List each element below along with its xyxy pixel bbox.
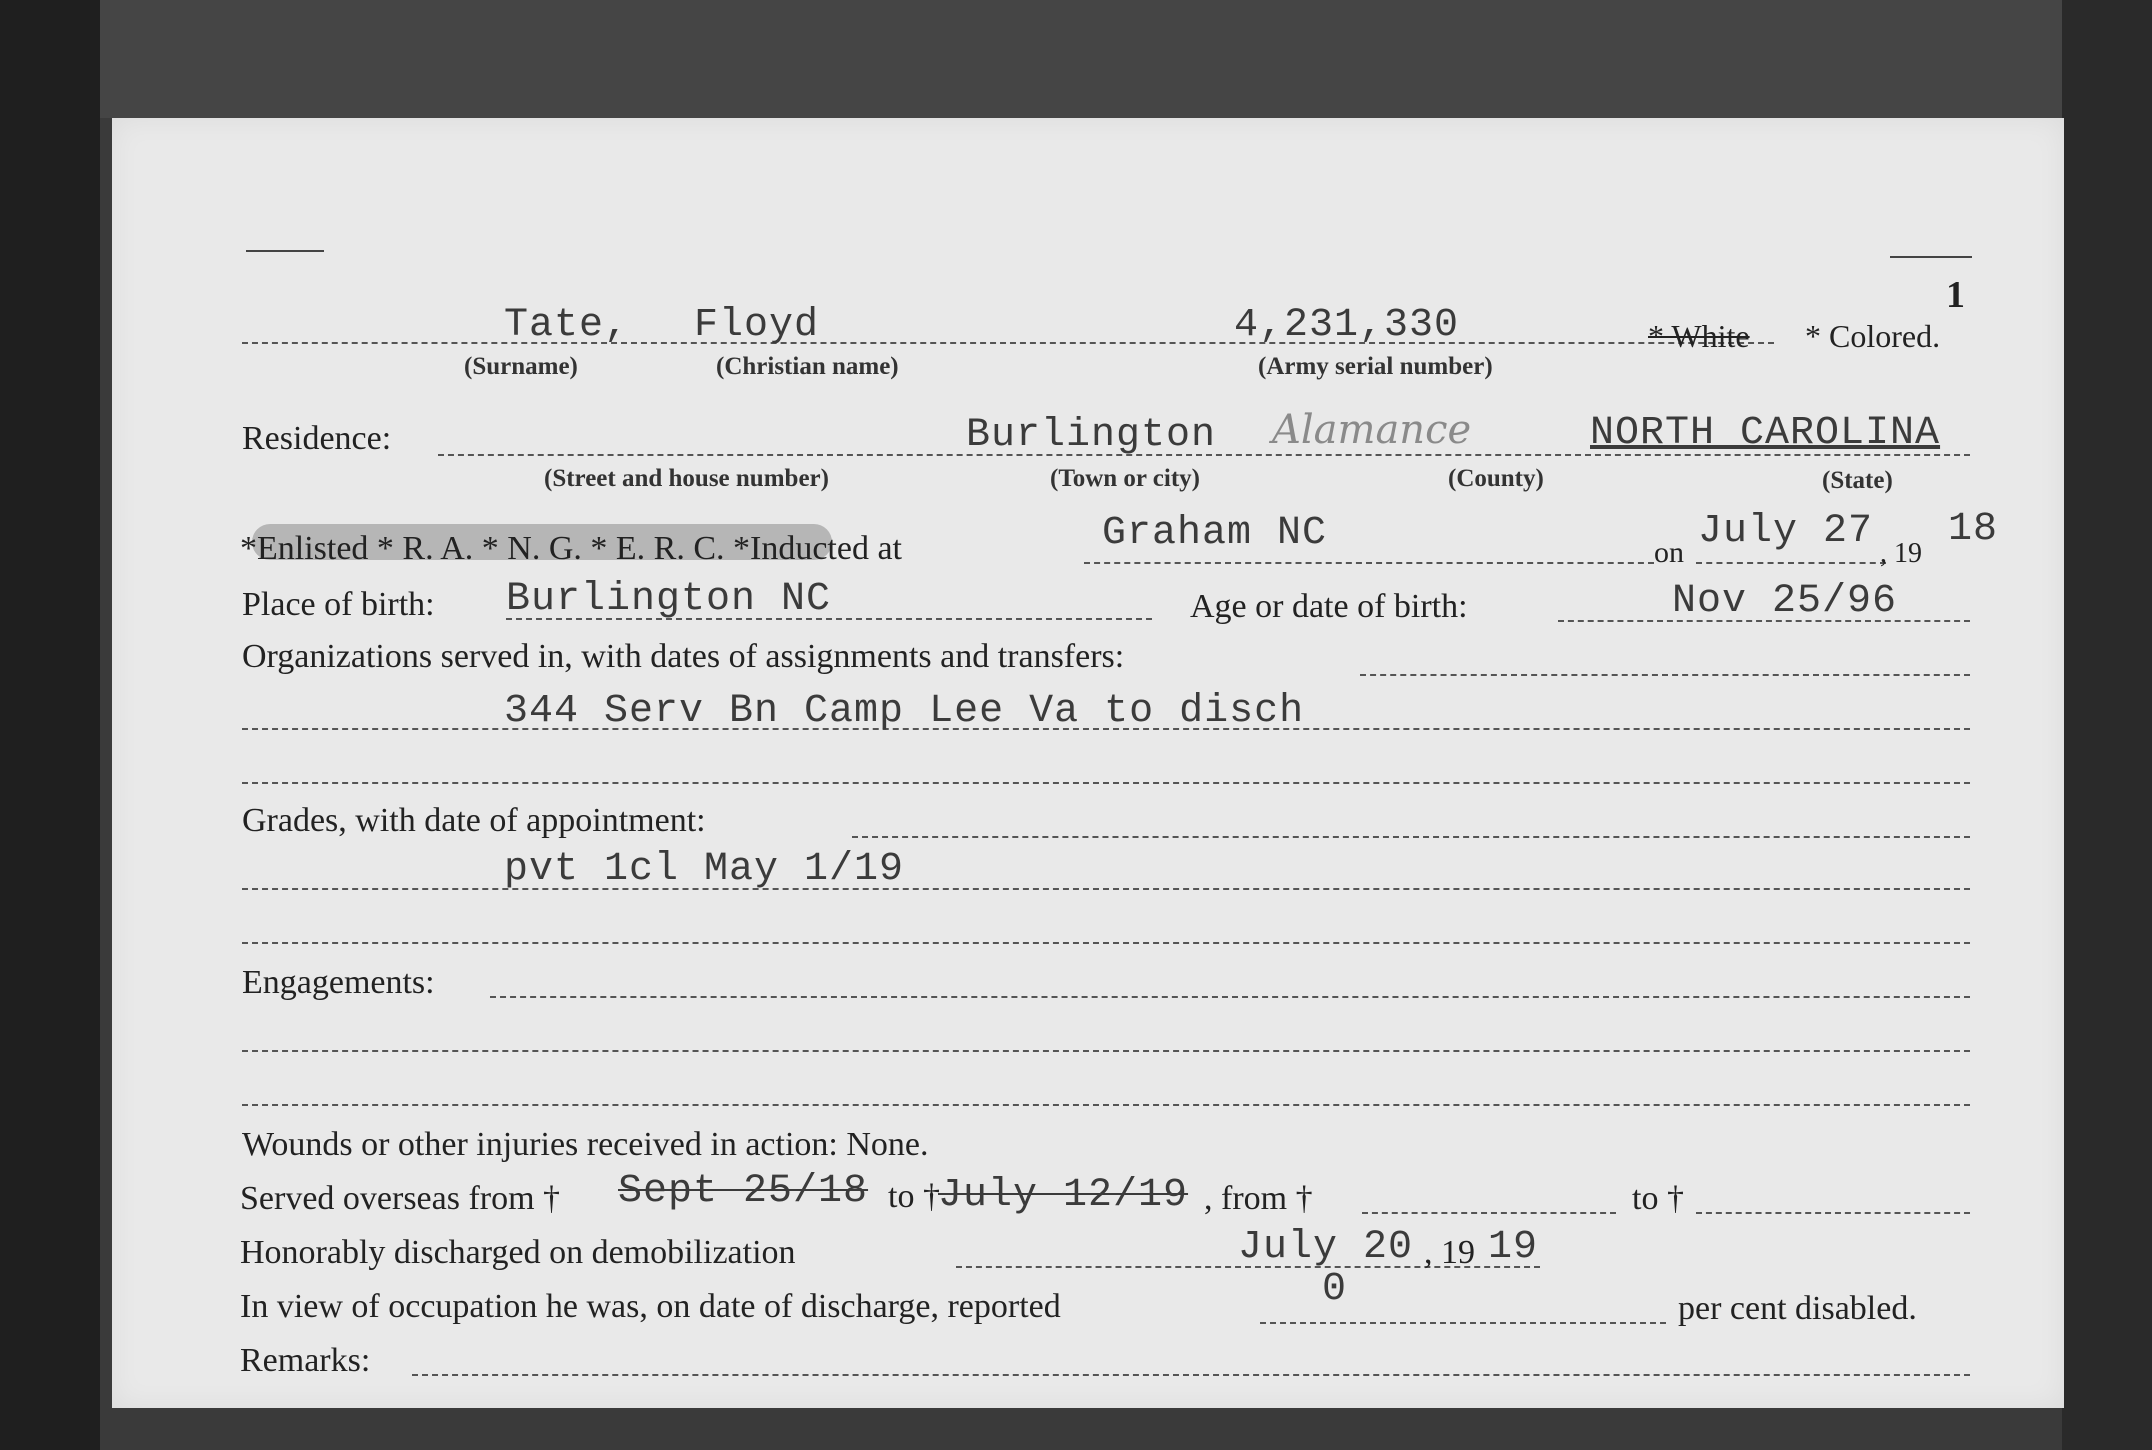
overseas-to-date: July 12/19 xyxy=(938,1173,1189,1218)
race-colored-option: * Colored. xyxy=(1805,318,1941,354)
grades-line-1 xyxy=(852,836,1970,838)
surname-caption: (Surname) xyxy=(464,353,578,380)
date-of-birth-value: Nov 25/96 xyxy=(1672,579,1898,624)
discharge-year-value: 19 xyxy=(1488,1225,1539,1270)
induction-date-value: July 27 xyxy=(1698,509,1874,554)
service-record-card xyxy=(112,118,2064,1408)
christian-name-value: Floyd xyxy=(694,303,820,348)
top-right-rule xyxy=(1890,256,1972,258)
place-of-birth-value: Burlington NC xyxy=(506,577,832,622)
surname-value: Tate, xyxy=(504,303,630,348)
grades-line-3 xyxy=(242,942,1970,944)
disability-value: 0 xyxy=(1322,1267,1348,1312)
disability-label: In view of occupation he was, on date of discharge, reported xyxy=(240,1288,1061,1325)
christian-name-caption: (Christian name) xyxy=(716,353,899,380)
engagements-line-2 xyxy=(242,1050,1970,1052)
residence-county-value: Alamance xyxy=(1272,407,1472,453)
residence-state-value: NORTH CAROLINA xyxy=(1590,411,1941,456)
organizations-entry: 344 Serv Bn Camp Lee Va to disch xyxy=(504,689,1305,734)
induction-place-value: Graham NC xyxy=(1102,511,1328,556)
state-caption: (State) xyxy=(1822,467,1893,494)
card-number: 1 xyxy=(1946,274,1965,316)
army-serial-number-value: 4,231,330 xyxy=(1234,303,1460,348)
induction-place-line xyxy=(1084,562,1654,564)
place-of-birth-label: Place of birth: xyxy=(242,586,435,623)
disability-suffix: per cent disabled. xyxy=(1678,1290,1917,1327)
background-top xyxy=(100,0,2062,118)
county-caption: (County) xyxy=(1448,465,1544,492)
induction-year-prefix: , 19 xyxy=(1880,538,1922,569)
town-caption: (Town or city) xyxy=(1050,465,1200,492)
disability-line xyxy=(1260,1322,1666,1324)
engagements-label: Engagements: xyxy=(242,964,435,1001)
age-label: Age or date of birth: xyxy=(1190,588,1468,625)
overseas-from2-line xyxy=(1362,1212,1616,1214)
residence-town-value: Burlington xyxy=(966,413,1217,458)
residence-label: Residence: xyxy=(242,420,392,457)
organizations-line-1 xyxy=(1360,674,1970,676)
background-right xyxy=(2062,0,2152,1450)
remarks-line xyxy=(412,1374,1970,1376)
remarks-label: Remarks: xyxy=(240,1342,371,1379)
organizations-line-3 xyxy=(242,782,1970,784)
overseas-from2-label: , from † xyxy=(1204,1180,1313,1217)
name-line xyxy=(242,342,1774,344)
induction-date-line xyxy=(1696,562,1886,564)
overseas-label: Served overseas from † xyxy=(240,1180,561,1217)
background-left xyxy=(0,0,100,1450)
induction-year-value: 18 xyxy=(1948,507,1999,552)
grades-line-2 xyxy=(242,888,1970,890)
grades-label: Grades, with date of appointment: xyxy=(242,802,706,839)
organizations-label: Organizations served in, with dates of assignments and transfers: xyxy=(242,638,1125,675)
overseas-to2-line xyxy=(1696,1212,1970,1214)
engagements-line-1 xyxy=(490,996,1970,998)
grades-entry: pvt 1cl May 1/19 xyxy=(504,847,905,892)
army-serial-caption: (Army serial number) xyxy=(1258,353,1493,380)
discharge-label: Honorably discharged on demobilization xyxy=(240,1234,796,1271)
induction-on-label: on xyxy=(1654,536,1684,569)
overseas-to2-label: to † xyxy=(1632,1180,1684,1217)
engagements-line-3 xyxy=(242,1104,1970,1106)
discharge-year-prefix: , 19 xyxy=(1424,1234,1475,1271)
overseas-from-date: Sept 25/18 xyxy=(618,1169,869,1214)
top-left-rule xyxy=(246,250,324,252)
race-white-option: * White xyxy=(1648,318,1750,354)
induction-label: *Enlisted * R. A. * N. G. * E. R. C. *Inducted at xyxy=(240,530,903,567)
discharge-date-value: July 20 xyxy=(1238,1225,1414,1270)
overseas-to-label: to † xyxy=(888,1178,940,1215)
street-caption: (Street and house number) xyxy=(544,465,829,492)
wounds-text: Wounds or other injuries received in action: None. xyxy=(242,1126,929,1163)
